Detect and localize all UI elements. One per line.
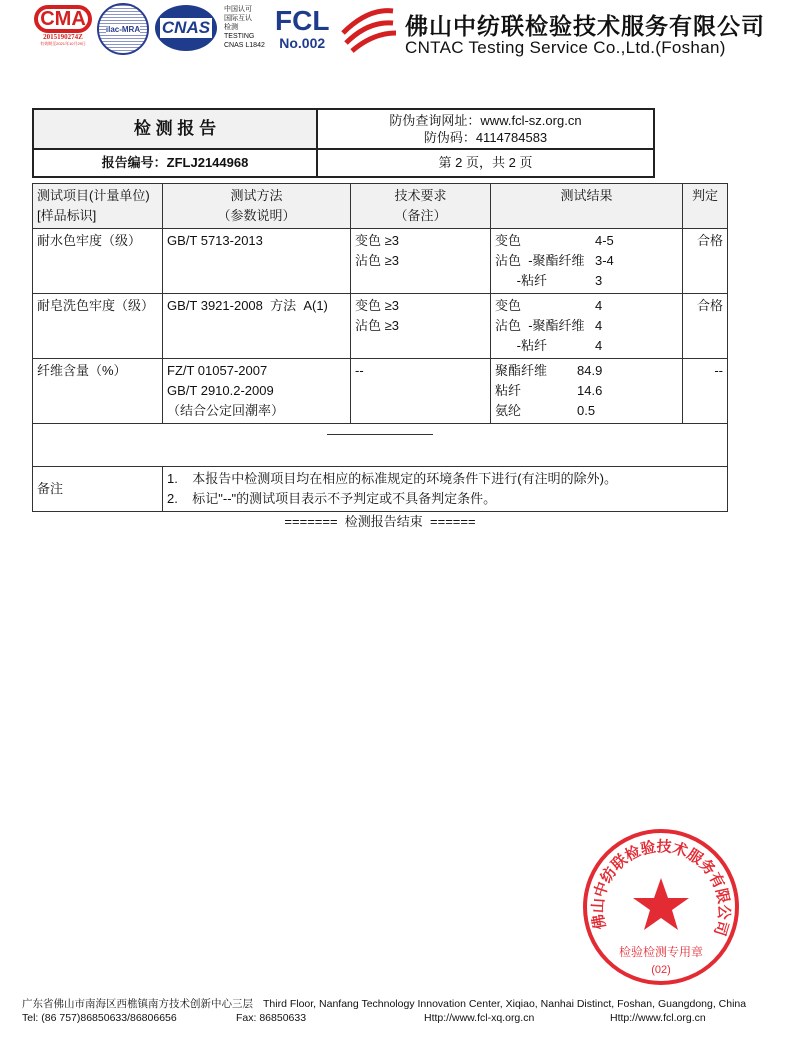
result-key: -粘纤 <box>495 273 548 288</box>
notes-content <box>163 467 728 512</box>
footer-fax: Fax: 86850633 <box>236 1012 307 1024</box>
method-line: GB/T 2910.2-2009 <box>167 383 274 398</box>
result-key: 氨纶 <box>495 403 522 418</box>
report-title: 检 测 报 告 <box>33 109 317 149</box>
result-key: 沾色 -聚酯纤维 <box>495 253 585 268</box>
req-line: 变色 ≥3 <box>355 298 399 313</box>
cnas-caption-line: 检测 <box>224 24 238 31</box>
ilac-text: ilac-MRA <box>105 24 141 34</box>
footer-address <box>22 996 746 1011</box>
cnas-caption-line: CNAS L1842 <box>224 42 265 49</box>
header-line: （参数说明） <box>217 208 296 223</box>
report-number-value: ZFLJ2144968 <box>166 155 249 170</box>
results-table <box>32 183 728 512</box>
req-line: 沾色 ≥3 <box>355 253 399 268</box>
method-line: GB/T 3921-2008 方法 A(1) <box>167 298 328 313</box>
column-header-requirement <box>351 184 491 229</box>
test-method <box>163 294 351 359</box>
stamp-company: 佛山中纺联检验技术服务有限公司 <box>588 837 734 938</box>
test-result <box>491 229 683 294</box>
test-item: 耐水色牢度（级） <box>33 229 163 294</box>
test-item: 耐皂洗色牢度（级） <box>33 294 163 359</box>
report-header-table <box>32 108 655 178</box>
cnas-caption-line: TESTING <box>224 33 255 40</box>
result-value: 4 <box>595 338 603 353</box>
report-number-label: 报告编号： <box>101 155 167 170</box>
cnas-caption-line: 国际互认 <box>224 15 252 22</box>
table-row <box>33 359 728 424</box>
test-result <box>491 359 683 424</box>
result-value: 3-4 <box>595 253 614 268</box>
cnas-caption <box>224 5 265 50</box>
result-value: 14.6 <box>577 383 603 398</box>
result-key: 粘纤 <box>495 383 522 398</box>
company-logo-icon <box>338 3 400 53</box>
result-key: 变色 <box>495 298 522 313</box>
report-number <box>33 149 317 177</box>
method-line: FZ/T 01057-2007 <box>167 363 268 378</box>
result-key: 变色 <box>495 233 522 248</box>
column-header-result: 测试结果 <box>491 184 683 229</box>
req-line: 变色 ≥3 <box>355 233 399 248</box>
verdict: 合格 <box>683 294 728 359</box>
column-header-item <box>33 184 163 229</box>
stamp-seal-icon <box>582 828 740 986</box>
footer-url-1[interactable]: Http://www.fcl-xq.org.cn <box>424 1012 535 1024</box>
result-value: 3 <box>595 273 603 288</box>
cma-number: 2015190274Z <box>43 33 83 41</box>
stamp-label: 检验检测专用章 <box>618 945 704 959</box>
address-en: Third Floor, Nanfang Technology Innovation Center, Xiqiao, Nanhai Distinct, Foshan, Guangdong, China <box>263 998 747 1010</box>
notes-row <box>33 467 728 512</box>
cnas-caption-line: 中国认可 <box>224 6 252 13</box>
note-line: 1. 本报告中检测项目均在相应的标准规定的环境条件下进行(有注明的除外)。 <box>167 471 617 486</box>
blank-cell <box>33 424 728 467</box>
req-line: -- <box>355 363 364 378</box>
stamp-code: (02) <box>651 964 671 976</box>
header-line: 测试方法 <box>230 188 283 203</box>
footer-tel: Tel: (86 757)86850633/86806656 <box>22 1012 177 1024</box>
result-value: 4 <box>595 298 603 313</box>
verdict: -- <box>683 359 728 424</box>
cma-validity: 有效期至2021年10月29日 <box>40 41 86 46</box>
table-row <box>33 229 728 294</box>
cma-mark: CMA <box>34 5 92 33</box>
req-line: 沾色 ≥3 <box>355 318 399 333</box>
result-key: 沾色 -聚酯纤维 <box>495 318 585 333</box>
result-value: 84.9 <box>577 363 603 378</box>
fcl-logo <box>275 6 329 51</box>
ilac-logo <box>97 3 149 55</box>
test-item: 纤维含量（%） <box>33 359 163 424</box>
header-line: [样品标识] <box>37 208 97 223</box>
address-cn: 广东省佛山市南海区西樵镇南方技术创新中心三层 <box>22 999 253 1010</box>
company-name-cn: 佛山中纺联检验技术服务有限公司 <box>405 13 765 39</box>
requirement <box>351 359 491 424</box>
method-line: （结合公定回潮率） <box>167 403 285 418</box>
notes-label: 备注 <box>33 467 163 512</box>
blank-row <box>33 424 728 467</box>
header-line: （备注） <box>394 208 447 223</box>
header-line: 技术要求 <box>394 188 447 203</box>
test-method <box>163 229 351 294</box>
page-indicator: 第 2 页，共 2 页 <box>317 149 654 177</box>
method-line: GB/T 5713-2013 <box>167 233 263 248</box>
column-header-verdict: 判定 <box>683 184 728 229</box>
fcl-mark: FCL <box>275 5 330 36</box>
cma-logo <box>34 5 92 47</box>
requirement <box>351 294 491 359</box>
column-header-method <box>163 184 351 229</box>
cnas-logo <box>155 5 217 51</box>
company-name-en: CNTAC Testing Service Co.,Ltd.(Foshan) <box>405 38 726 57</box>
result-value: 0.5 <box>577 403 596 418</box>
test-result <box>491 294 683 359</box>
verify-url: 防伪查询网址：www.fcl-sz.org.cn <box>389 113 582 128</box>
report-end-marker: ======= 检测报告结束 ====== <box>284 514 476 529</box>
result-key: -粘纤 <box>495 338 548 353</box>
result-key: 聚酯纤维 <box>495 363 548 378</box>
result-value: 4 <box>595 318 603 333</box>
header-line: 测试项目(计量单位) <box>37 188 150 203</box>
note-line: 2. 标记"--"的测试项目表示不予判定或不具备判定条件。 <box>167 491 497 506</box>
footer-url-2[interactable]: Http://www.fcl.org.cn <box>610 1012 706 1024</box>
test-method <box>163 359 351 424</box>
fcl-number: No.002 <box>279 35 326 51</box>
verification-info <box>317 109 654 149</box>
requirement <box>351 229 491 294</box>
table-header-row <box>33 184 728 229</box>
cnas-text: CNAS <box>161 18 211 37</box>
verdict: 合格 <box>683 229 728 294</box>
result-value: 4-5 <box>595 233 614 248</box>
verify-code: 防伪码：4114784583 <box>423 130 548 145</box>
divider-line <box>327 434 433 435</box>
table-row <box>33 294 728 359</box>
official-stamp <box>582 828 740 986</box>
